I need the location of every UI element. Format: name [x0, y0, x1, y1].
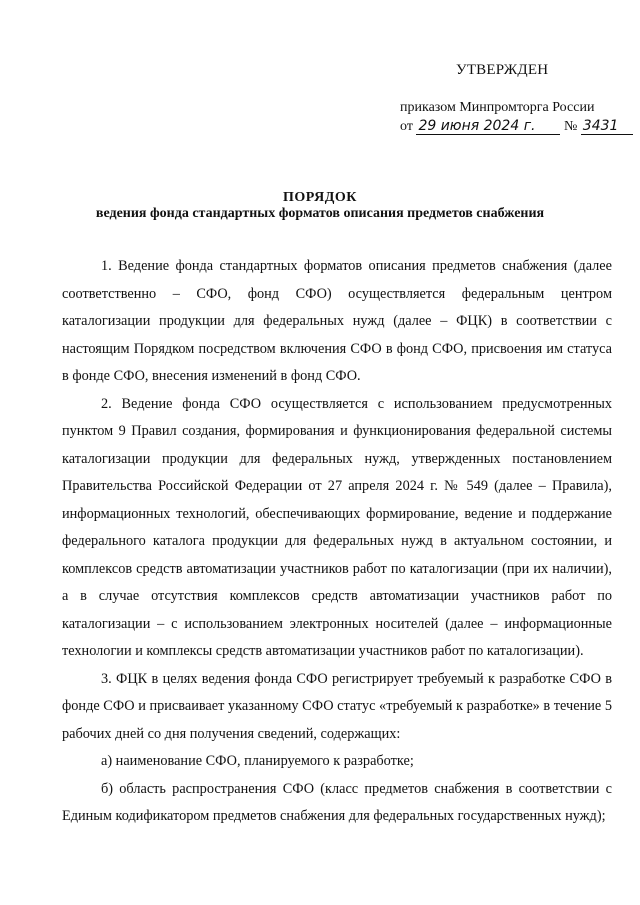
paragraph-3: 3. ФЦК в целях ведения фонда СФО регистрирует требуемый к разработке СФО в фонде СФО и присваивает указанному СФО статус «требуемый к разработке» в течение 5 рабочих дней со дня получения сведений, содержащих:: [62, 670, 612, 742]
subitem-b: б) область распространения СФО (класс предметов снабжения в соответствии с Единым кодификатором предметов снабжения для федеральных государственных нужд);: [62, 780, 612, 824]
number-prefix: №: [563, 119, 578, 134]
order-reference: приказом Минпромторга России: [400, 100, 595, 115]
handwritten-number: 3431: [581, 118, 633, 135]
date-prefix: от: [400, 119, 413, 134]
subitem-a: а) наименование СФО, планируемого к разработке;: [101, 753, 414, 769]
document-title: ПОРЯДОК: [283, 190, 357, 205]
document-body: [62, 253, 612, 831]
approved-stamp-title: УТВЕРЖДЕН: [456, 62, 549, 78]
paragraph-1: 1. Ведение фонда стандартных форматов описания предметов снабжения (далее соответственно – СФО, фонд СФО) осуществляется федеральным центром каталогизации продукции для федеральных нужд (далее – ФЦК) в соответствии с настоящим Порядком посредством включения СФО в фонд СФО, присвоения им статуса в фонде СФО, внесения изменений в фонд СФО.: [62, 258, 612, 384]
paragraph-2: 2. Ведение фонда СФО осуществляется с использованием предусмотренных пунктом 9 Правил создания, формирования и функционирования федеральной системы каталогизации продукции для федеральных нужд, утвержденных постановлением Правительства Российской Федерации от 27 апреля 2024 г. № 549 (далее – Правила), информационных технологий, обеспечивающих формирование, ведение и поддержание федерального каталога продукции для федеральных нужд в актуальном состоянии, и комплексов средств автоматизации участников работ по каталогизации (при их наличии), а в случае отсутствия комплексов средств автоматизации участников работ по каталогизации – с использованием электронных носителей (далее – информационные технологии и комплексы средств автоматизации участников работ по каталогизации).: [62, 395, 612, 659]
handwritten-date: 29 июня 2024 г.: [416, 118, 560, 135]
order-date-line: [400, 118, 633, 135]
document-subtitle: ведения фонда стандартных форматов описания предметов снабжения: [95, 206, 545, 221]
